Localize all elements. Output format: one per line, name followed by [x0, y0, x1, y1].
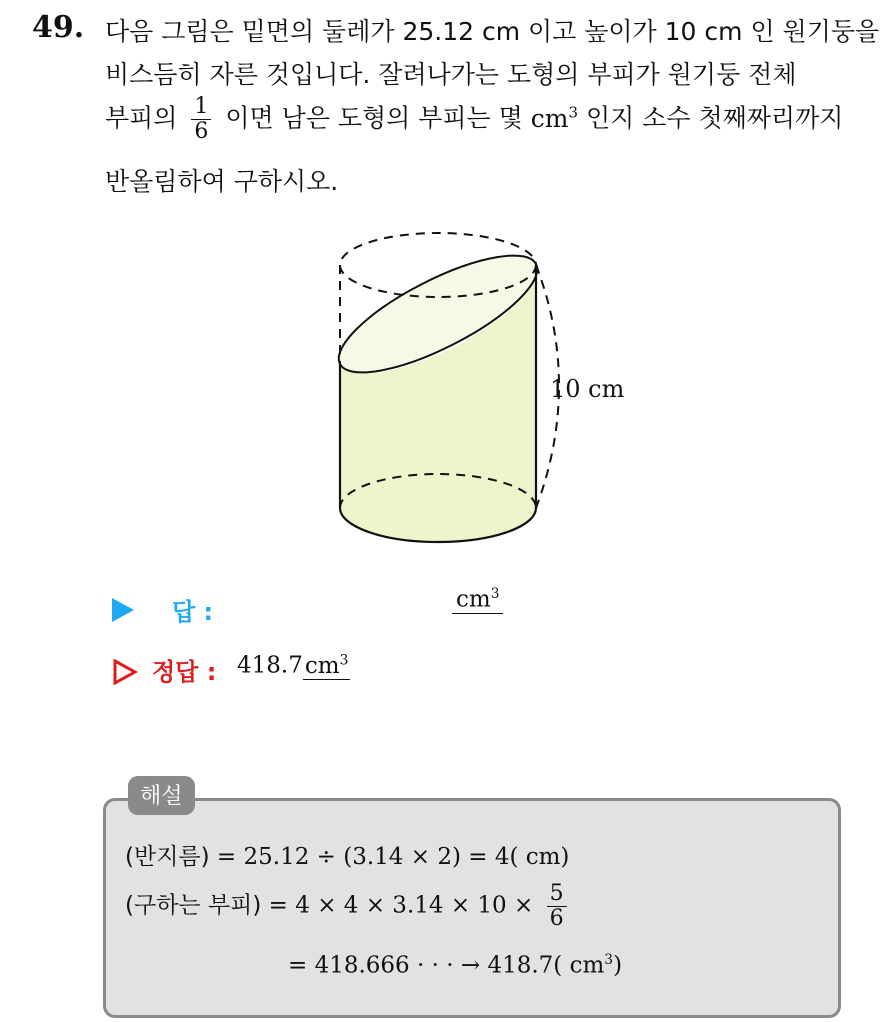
question-text: 인지 소수 첫째짜리까지	[585, 103, 844, 133]
answer-row	[112, 586, 500, 626]
fraction-one-sixth	[191, 95, 211, 144]
answer-label: 답 :	[172, 598, 214, 626]
height-label: 10 cm	[550, 375, 625, 403]
question-number: 49.	[32, 10, 85, 45]
question-text: 이면 남은 도형의 부피는 몇	[225, 103, 523, 133]
question-line-1: 다음 그림은 밑면의 둘레가 25.12 cm 이고 높이가 10 cm 인 원기둥을	[105, 17, 880, 46]
correct-arrow-icon	[112, 659, 138, 685]
solution-line-3: = 418.666 · · · → 418.7( $cm^3$)	[288, 952, 623, 979]
fraction-denominator: 6	[194, 119, 209, 145]
correct-answer-label: 정답 :	[152, 658, 217, 686]
fraction-five-sixths: $\frac{5}{6}$	[547, 882, 567, 931]
solution-tag: 해설	[128, 776, 195, 815]
solution-line-1: (반지름) = 25.12 ÷ (3.14 × 2) = 4( cm)	[125, 844, 570, 870]
correct-answer-value: $418.7cm^3$	[237, 652, 349, 679]
question-text: 부피의	[105, 103, 178, 133]
question-line-2: 비스듬히 자른 것입니다. 잘려나가는 도형의 부피가 원기둥 전체	[105, 60, 797, 89]
answer-blank[interactable]: $cm^3$	[452, 586, 503, 614]
correct-answer-row	[112, 652, 349, 686]
cut-cylinder-figure	[320, 225, 640, 555]
question-line-4: 반올림하여 구하시오.	[105, 167, 339, 196]
fraction-numerator: 1	[191, 95, 211, 120]
question-line-3	[105, 95, 843, 144]
unit-cm3: $cm^3$	[530, 103, 579, 133]
solution-line-2: (구하는 부피) = 4 × 4 × 3.14 × 10 × $\frac{5}{6}$	[125, 882, 573, 931]
answer-arrow-icon	[112, 598, 134, 622]
